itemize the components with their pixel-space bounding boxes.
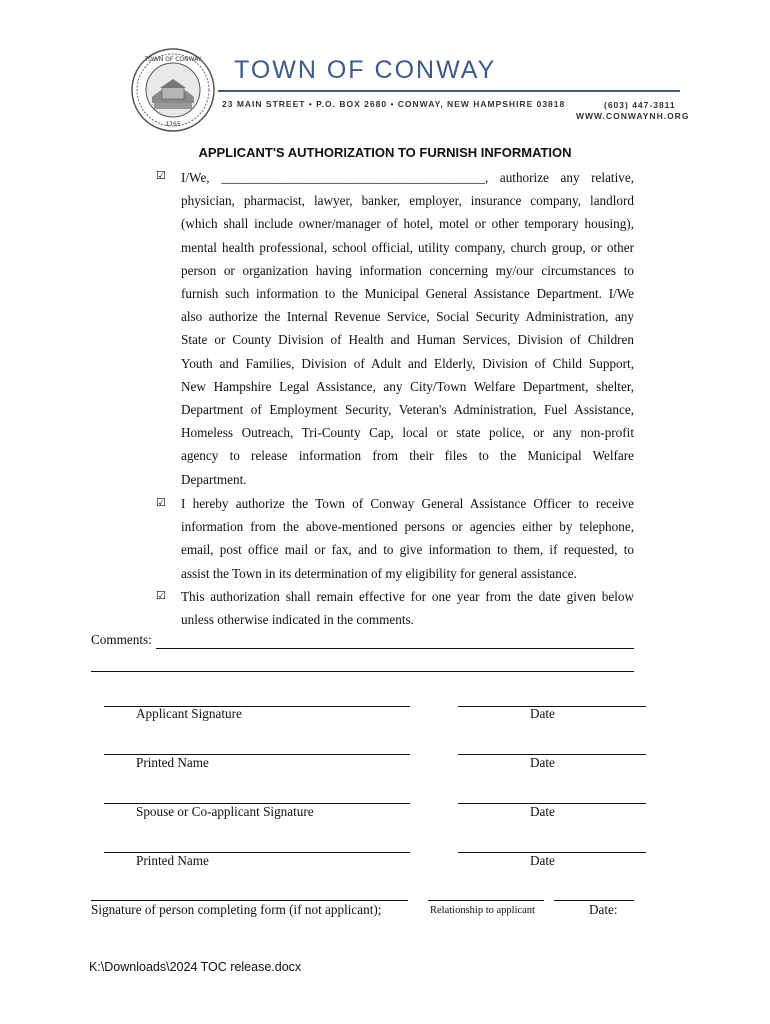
paragraph-effective-period — [181, 585, 634, 631]
paragraph-line: email, post office mail or fax, and to give information to them, if requested, to — [181, 542, 634, 558]
town-name: TOWN OF CONWAY — [234, 56, 497, 84]
paragraph-line: Homeless Outreach, Tri-County Cap, local or state police, or any non-profit — [181, 425, 634, 441]
paragraph-line: Department. — [181, 471, 247, 487]
applicant-signature-label: Applicant Signature — [136, 706, 242, 721]
svg-text:TOWN OF CONWAY: TOWN OF CONWAY — [144, 56, 202, 63]
paragraph-officer-authorization — [181, 492, 634, 585]
completer-date-line[interactable] — [554, 900, 634, 901]
paragraph-line: also authorize the Internal Revenue Service, Social Security Administration, any — [181, 309, 634, 325]
date-label-1: Date — [530, 706, 555, 721]
paragraph-authorization — [181, 166, 634, 491]
printed-name-label-2: Printed Name — [136, 853, 209, 868]
paragraph-line: I hereby authorize the Town of Conway General Assistance Officer to receive — [181, 496, 634, 511]
paragraph-line: physician, pharmacist, lawyer, banker, employer, insurance company, landlord — [181, 193, 634, 209]
document-title: APPLICANT'S AUTHORIZATION TO FURNISH INFORMATION — [198, 145, 572, 160]
paragraph-line: person or organization having information concerning my/our circumstances to — [181, 262, 634, 278]
checkbox-checked-icon[interactable]: ☑ — [156, 496, 166, 509]
completer-date-label: Date: — [589, 902, 618, 917]
spouse-signature-label: Spouse or Co-applicant Signature — [136, 804, 314, 819]
printed-name-label-1: Printed Name — [136, 755, 209, 770]
paragraph-line: Department of Employment Security, Veteran's Administration, Fuel Assistance, — [181, 402, 634, 418]
svg-text:1765: 1765 — [165, 121, 181, 128]
paragraph-line: furnish such information to the Municipal General Assistance Department. I/We — [181, 286, 634, 302]
checkbox-checked-icon[interactable]: ☑ — [156, 589, 166, 602]
town-seal-logo — [130, 47, 216, 133]
paragraph-line: This authorization shall remain effective for one year from the date given below — [181, 589, 634, 604]
town-phone: (603) 447-3811 — [604, 100, 676, 110]
date-label-2: Date — [530, 755, 555, 770]
file-path-footer: K:\Downloads\2024 TOC release.docx — [89, 960, 302, 974]
paragraph-line: I/We, ________________________________________, authorize any relative, — [181, 170, 634, 185]
completer-signature-label: Signature of person completing form (if not applicant); — [91, 902, 382, 917]
paragraph-line: Youth and Families, Division of Adult and Elderly, Division of Child Support, — [181, 355, 634, 371]
completer-signature-line[interactable] — [91, 900, 408, 901]
paragraph-line: agency to release information from their files to the Municipal Welfare — [181, 448, 634, 464]
header-rule — [218, 90, 680, 92]
comments-line-1[interactable] — [156, 648, 634, 649]
paragraph-line: information from the above-mentioned persons or agencies either by telephone, — [181, 519, 634, 535]
paragraph-line: (which shall include owner/manager of hotel, motel or other temporary housing), — [181, 216, 634, 232]
comments-label: Comments: — [91, 632, 152, 647]
paragraph-line: assist the Town in its determination of my eligibility for general assistance. — [181, 565, 577, 581]
checkbox-checked-icon[interactable]: ☑ — [156, 169, 166, 182]
relationship-label: Relationship to applicant — [430, 905, 535, 916]
date-label-3: Date — [530, 804, 555, 819]
relationship-line[interactable] — [428, 900, 544, 901]
date-label-4: Date — [530, 853, 555, 868]
paragraph-line: unless otherwise indicated in the comments. — [181, 612, 414, 628]
paragraph-line: State or County Division of Health and Human Services, Division of Children — [181, 332, 634, 348]
town-website[interactable]: WWW.CONWAYNH.ORG — [576, 111, 690, 121]
paragraph-line: mental health professional, school official, utility company, church group, or other — [181, 239, 634, 255]
paragraph-line: New Hampshire Legal Assistance, any City/Town Welfare Department, shelter, — [181, 378, 634, 394]
comments-line-2[interactable] — [91, 671, 634, 672]
town-address: 23 MAIN STREET • P.O. BOX 2680 • CONWAY, NEW HAMPSHIRE 03818 — [222, 99, 566, 109]
